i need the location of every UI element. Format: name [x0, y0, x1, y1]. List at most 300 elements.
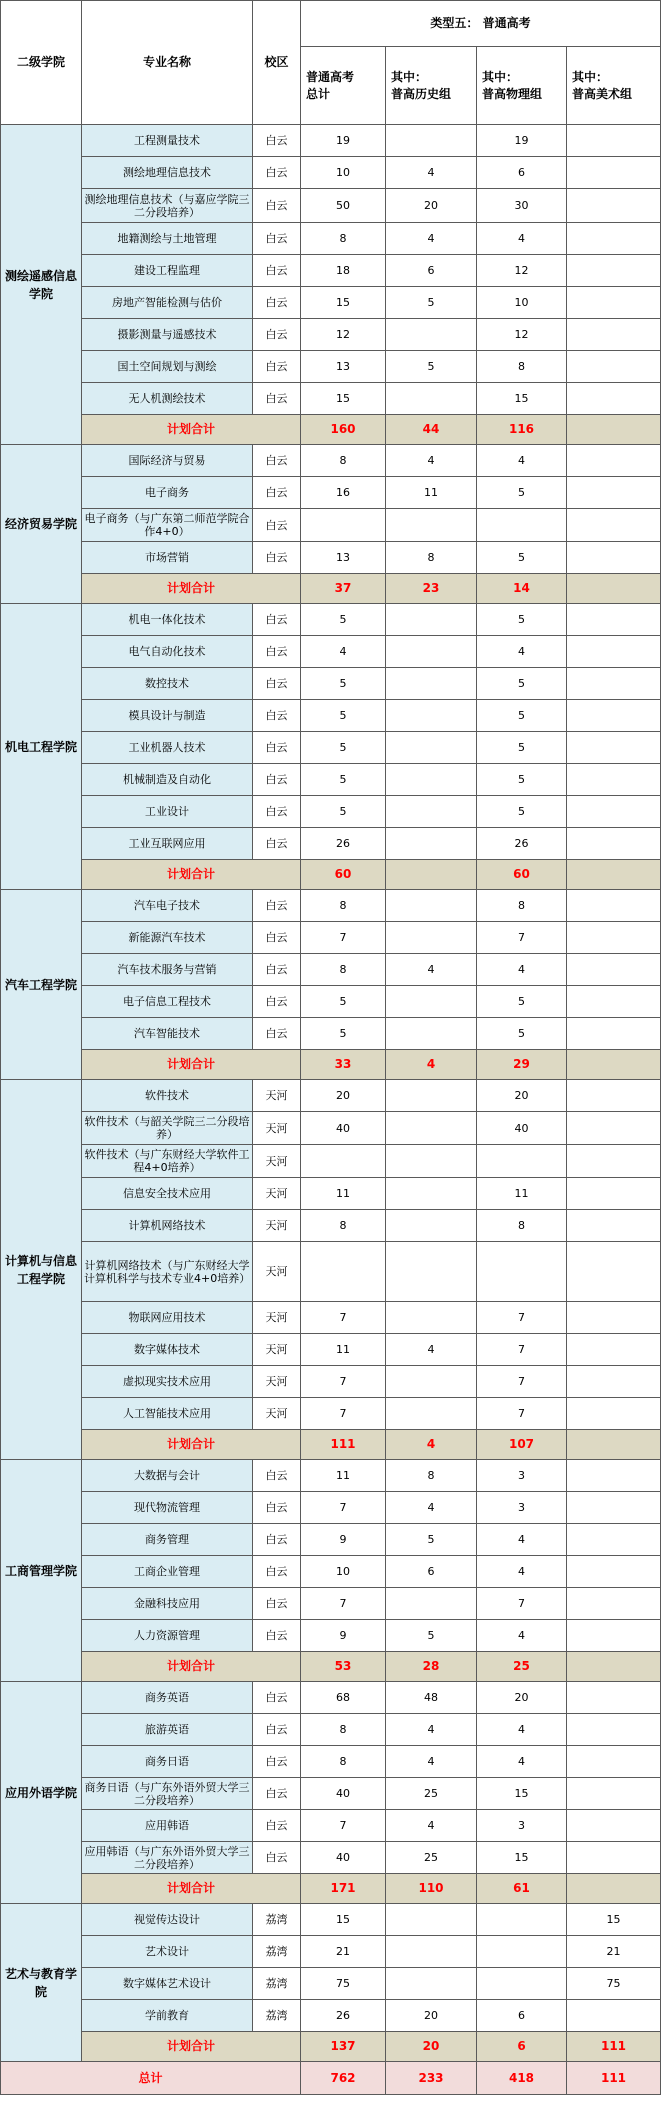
art-cell	[567, 1746, 661, 1778]
subtotal-hist	[386, 860, 477, 890]
hist-cell: 4	[386, 1714, 477, 1746]
major-cell: 数字媒体技术	[82, 1334, 253, 1366]
subtotal-art	[567, 860, 661, 890]
total-cell: 10	[301, 157, 386, 189]
hist-cell	[386, 1936, 477, 1968]
major-cell: 工业机器人技术	[82, 732, 253, 764]
table-row	[1, 477, 661, 509]
total-cell: 8	[301, 445, 386, 477]
major-cell: 机械制造及自动化	[82, 764, 253, 796]
subtotal-label: 计划合计	[82, 1652, 301, 1682]
hist-cell	[386, 1242, 477, 1302]
major-cell: 汽车电子技术	[82, 890, 253, 922]
total-cell: 7	[301, 922, 386, 954]
table-row	[1, 1018, 661, 1050]
major-cell: 大数据与会计	[82, 1460, 253, 1492]
campus-cell: 白云	[253, 922, 301, 954]
hist-cell: 6	[386, 255, 477, 287]
table-row	[1, 732, 661, 764]
hist-cell	[386, 700, 477, 732]
subtotal-phys: 29	[477, 1050, 567, 1080]
table-row	[1, 1524, 661, 1556]
table-row	[1, 1904, 661, 1936]
college-cell: 计算机与信息工程学院	[1, 1080, 82, 1460]
history-group-header: 其中： 普高历史组	[386, 47, 477, 125]
table-row	[1, 604, 661, 636]
campus-cell: 白云	[253, 636, 301, 668]
phys-cell: 5	[477, 668, 567, 700]
art-cell	[567, 319, 661, 351]
art-cell	[567, 1778, 661, 1810]
hist-cell	[386, 1366, 477, 1398]
phys-cell: 4	[477, 1746, 567, 1778]
phys-cell: 7	[477, 1334, 567, 1366]
phys-cell: 10	[477, 287, 567, 319]
subtotal-label: 计划合计	[82, 415, 301, 445]
hist-cell	[386, 509, 477, 542]
total-cell: 5	[301, 764, 386, 796]
subtotal-phys: 14	[477, 574, 567, 604]
total-cell: 19	[301, 125, 386, 157]
phys-cell: 4	[477, 445, 567, 477]
total-cell: 15	[301, 287, 386, 319]
total-cell: 7	[301, 1398, 386, 1430]
phys-cell: 3	[477, 1460, 567, 1492]
major-cell: 人工智能技术应用	[82, 1398, 253, 1430]
major-cell: 人力资源管理	[82, 1620, 253, 1652]
subtotal-art	[567, 574, 661, 604]
subtotal-art: 111	[567, 2032, 661, 2062]
campus-cell: 天河	[253, 1366, 301, 1398]
phys-cell: 4	[477, 1620, 567, 1652]
subtotal-row	[1, 860, 661, 890]
college-cell: 汽车工程学院	[1, 890, 82, 1080]
total-cell: 7	[301, 1302, 386, 1334]
phys-cell	[477, 1242, 567, 1302]
total-cell: 5	[301, 604, 386, 636]
art-cell	[567, 189, 661, 223]
campus-cell: 白云	[253, 1556, 301, 1588]
art-cell	[567, 1460, 661, 1492]
art-cell	[567, 1112, 661, 1145]
hist-cell: 4	[386, 157, 477, 189]
campus-cell: 白云	[253, 157, 301, 189]
phys-cell: 12	[477, 319, 567, 351]
major-cell: 汽车技术服务与营销	[82, 954, 253, 986]
campus-cell: 白云	[253, 668, 301, 700]
total-cell: 16	[301, 477, 386, 509]
major-cell: 商务日语（与广东外语外贸大学三二分段培养）	[82, 1778, 253, 1810]
total-cell: 40	[301, 1778, 386, 1810]
campus-cell: 白云	[253, 954, 301, 986]
campus-cell: 天河	[253, 1080, 301, 1112]
art-cell	[567, 986, 661, 1018]
major-cell: 地籍测绘与土地管理	[82, 223, 253, 255]
table-row	[1, 636, 661, 668]
table-row	[1, 1968, 661, 2000]
hist-cell	[386, 764, 477, 796]
table-row	[1, 189, 661, 223]
campus-cell: 白云	[253, 1588, 301, 1620]
phys-cell: 5	[477, 732, 567, 764]
table-row	[1, 1556, 661, 1588]
subtotal-phys: 60	[477, 860, 567, 890]
total-cell: 15	[301, 1904, 386, 1936]
art-cell	[567, 1178, 661, 1210]
phys-cell: 3	[477, 1492, 567, 1524]
college-cell: 工商管理学院	[1, 1460, 82, 1682]
table-row	[1, 1334, 661, 1366]
total-cell: 8	[301, 223, 386, 255]
campus-cell: 荔湾	[253, 2000, 301, 2032]
campus-cell: 白云	[253, 700, 301, 732]
art-cell: 15	[567, 1904, 661, 1936]
art-cell	[567, 2000, 661, 2032]
hist-cell	[386, 796, 477, 828]
phys-cell: 15	[477, 1842, 567, 1874]
college-cell: 测绘遥感信息学院	[1, 125, 82, 445]
college-header: 二级学院	[1, 1, 82, 125]
table-row	[1, 828, 661, 860]
major-cell: 机电一体化技术	[82, 604, 253, 636]
table-row	[1, 1178, 661, 1210]
campus-cell: 白云	[253, 1018, 301, 1050]
art-cell: 75	[567, 1968, 661, 2000]
phys-cell: 26	[477, 828, 567, 860]
total-cell: 9	[301, 1620, 386, 1652]
major-cell: 工程测量技术	[82, 125, 253, 157]
art-cell	[567, 1210, 661, 1242]
subtotal-phys: 116	[477, 415, 567, 445]
campus-cell: 白云	[253, 1778, 301, 1810]
table-row	[1, 1398, 661, 1430]
campus-cell: 白云	[253, 986, 301, 1018]
hist-cell	[386, 668, 477, 700]
table-row	[1, 255, 661, 287]
table-row	[1, 1366, 661, 1398]
major-cell: 新能源汽车技术	[82, 922, 253, 954]
phys-cell	[477, 509, 567, 542]
major-cell: 软件技术（与韶关学院三二分段培养）	[82, 1112, 253, 1145]
campus-cell: 白云	[253, 189, 301, 223]
campus-cell: 天河	[253, 1398, 301, 1430]
campus-cell: 白云	[253, 125, 301, 157]
subtotal-row	[1, 574, 661, 604]
total-cell: 40	[301, 1842, 386, 1874]
grand-total-art: 111	[567, 2062, 661, 2095]
total-cell: 8	[301, 1210, 386, 1242]
subtotal-total: 33	[301, 1050, 386, 1080]
campus-cell: 白云	[253, 477, 301, 509]
table-row	[1, 1620, 661, 1652]
phys-cell: 30	[477, 189, 567, 223]
table-row	[1, 1746, 661, 1778]
subtotal-row	[1, 1430, 661, 1460]
hist-cell	[386, 890, 477, 922]
table-row	[1, 1145, 661, 1178]
phys-cell: 8	[477, 890, 567, 922]
total-cell	[301, 509, 386, 542]
subtotal-row	[1, 2032, 661, 2062]
table-row	[1, 223, 661, 255]
hist-cell	[386, 922, 477, 954]
major-cell: 房地产智能检测与估价	[82, 287, 253, 319]
hist-cell: 4	[386, 223, 477, 255]
total-cell	[301, 1145, 386, 1178]
table-row	[1, 157, 661, 189]
art-cell	[567, 1714, 661, 1746]
hist-cell	[386, 1968, 477, 2000]
art-cell	[567, 668, 661, 700]
subtotal-row	[1, 415, 661, 445]
subtotal-art	[567, 1050, 661, 1080]
total-cell: 7	[301, 1492, 386, 1524]
college-cell: 应用外语学院	[1, 1682, 82, 1904]
art-cell	[567, 764, 661, 796]
phys-cell: 19	[477, 125, 567, 157]
total-cell: 4	[301, 636, 386, 668]
major-cell: 汽车智能技术	[82, 1018, 253, 1050]
table-row	[1, 1080, 661, 1112]
subtotal-hist: 110	[386, 1874, 477, 1904]
phys-cell: 8	[477, 1210, 567, 1242]
major-cell: 国际经济与贸易	[82, 445, 253, 477]
art-cell	[567, 477, 661, 509]
subtotal-phys: 25	[477, 1652, 567, 1682]
grand-total-label: 总计	[1, 2062, 301, 2095]
phys-cell: 12	[477, 255, 567, 287]
phys-cell	[477, 1904, 567, 1936]
hist-cell: 5	[386, 1620, 477, 1652]
hist-cell: 5	[386, 1524, 477, 1556]
art-cell	[567, 1682, 661, 1714]
table-row	[1, 319, 661, 351]
art-cell	[567, 1524, 661, 1556]
art-cell	[567, 1302, 661, 1334]
art-cell	[567, 954, 661, 986]
college-cell: 经济贸易学院	[1, 445, 82, 604]
total-cell: 40	[301, 1112, 386, 1145]
campus-cell: 荔湾	[253, 1968, 301, 2000]
art-cell	[567, 223, 661, 255]
table-row	[1, 125, 661, 157]
campus-cell: 荔湾	[253, 1936, 301, 1968]
total-cell: 26	[301, 2000, 386, 2032]
table-row	[1, 287, 661, 319]
total-cell: 11	[301, 1178, 386, 1210]
campus-cell: 天河	[253, 1145, 301, 1178]
campus-cell: 白云	[253, 255, 301, 287]
major-cell: 视觉传达设计	[82, 1904, 253, 1936]
hist-cell	[386, 636, 477, 668]
hist-cell	[386, 1210, 477, 1242]
major-cell: 模具设计与制造	[82, 700, 253, 732]
phys-cell: 4	[477, 954, 567, 986]
campus-cell: 白云	[253, 1714, 301, 1746]
hist-cell: 5	[386, 287, 477, 319]
hist-cell	[386, 986, 477, 1018]
total-cell: 13	[301, 542, 386, 574]
major-cell: 软件技术（与广东财经大学软件工程4+0培养）	[82, 1145, 253, 1178]
table-row	[1, 954, 661, 986]
hist-cell	[386, 1904, 477, 1936]
subtotal-total: 137	[301, 2032, 386, 2062]
hist-cell	[386, 1145, 477, 1178]
total-cell: 21	[301, 1936, 386, 1968]
art-cell	[567, 732, 661, 764]
major-cell: 商务管理	[82, 1524, 253, 1556]
grand-total-hist: 233	[386, 2062, 477, 2095]
subtotal-total: 160	[301, 415, 386, 445]
hist-cell	[386, 1080, 477, 1112]
hist-cell: 4	[386, 1746, 477, 1778]
total-cell: 5	[301, 700, 386, 732]
art-cell	[567, 1080, 661, 1112]
subtotal-total: 60	[301, 860, 386, 890]
total-cell: 8	[301, 890, 386, 922]
art-cell	[567, 1810, 661, 1842]
campus-cell: 天河	[253, 1178, 301, 1210]
major-cell: 艺术设计	[82, 1936, 253, 1968]
phys-cell: 6	[477, 2000, 567, 2032]
total-cell: 10	[301, 1556, 386, 1588]
table-row	[1, 1460, 661, 1492]
total-cell: 68	[301, 1682, 386, 1714]
major-cell: 商务日语	[82, 1746, 253, 1778]
subtotal-label: 计划合计	[82, 1874, 301, 1904]
art-cell	[567, 287, 661, 319]
major-cell: 旅游英语	[82, 1714, 253, 1746]
hist-cell	[386, 319, 477, 351]
campus-cell: 白云	[253, 604, 301, 636]
phys-cell: 5	[477, 1018, 567, 1050]
table-row	[1, 796, 661, 828]
phys-cell: 4	[477, 1556, 567, 1588]
hist-cell	[386, 732, 477, 764]
campus-cell: 白云	[253, 732, 301, 764]
phys-cell: 20	[477, 1682, 567, 1714]
table-row	[1, 986, 661, 1018]
campus-cell: 白云	[253, 1620, 301, 1652]
subtotal-hist: 23	[386, 574, 477, 604]
major-cell: 数控技术	[82, 668, 253, 700]
hist-cell	[386, 1112, 477, 1145]
art-cell	[567, 1242, 661, 1302]
major-cell: 物联网应用技术	[82, 1302, 253, 1334]
phys-cell: 15	[477, 383, 567, 415]
phys-cell: 4	[477, 223, 567, 255]
hist-cell: 11	[386, 477, 477, 509]
total-cell: 11	[301, 1460, 386, 1492]
hist-cell: 20	[386, 189, 477, 223]
subtotal-art	[567, 1874, 661, 1904]
phys-cell: 8	[477, 351, 567, 383]
major-cell: 数字媒体艺术设计	[82, 1968, 253, 2000]
hist-cell: 8	[386, 542, 477, 574]
phys-cell: 7	[477, 1302, 567, 1334]
phys-cell: 11	[477, 1178, 567, 1210]
subtotal-row	[1, 1874, 661, 1904]
table-row	[1, 1682, 661, 1714]
major-cell: 电子商务	[82, 477, 253, 509]
hist-cell: 20	[386, 2000, 477, 2032]
major-cell: 学前教育	[82, 2000, 253, 2032]
art-cell	[567, 1492, 661, 1524]
hist-cell	[386, 1398, 477, 1430]
subtotal-hist: 20	[386, 2032, 477, 2062]
campus-cell: 白云	[253, 1842, 301, 1874]
subtotal-label: 计划合计	[82, 574, 301, 604]
grand-total-phys: 418	[477, 2062, 567, 2095]
art-cell	[567, 351, 661, 383]
college-cell: 机电工程学院	[1, 604, 82, 890]
campus-cell: 白云	[253, 319, 301, 351]
campus-cell: 白云	[253, 1682, 301, 1714]
art-cell	[567, 1588, 661, 1620]
subtotal-label: 计划合计	[82, 1430, 301, 1460]
table-row	[1, 2000, 661, 2032]
major-cell: 测绘地理信息技术（与嘉应学院三二分段培养）	[82, 189, 253, 223]
campus-cell: 白云	[253, 1460, 301, 1492]
table-row	[1, 1112, 661, 1145]
major-cell: 电气自动化技术	[82, 636, 253, 668]
total-cell: 13	[301, 351, 386, 383]
hist-cell: 4	[386, 1810, 477, 1842]
campus-cell: 白云	[253, 383, 301, 415]
art-cell	[567, 922, 661, 954]
subtotal-row	[1, 1050, 661, 1080]
table-row	[1, 1936, 661, 1968]
phys-cell: 5	[477, 796, 567, 828]
major-cell: 电子商务（与广东第二师范学院合作4+0）	[82, 509, 253, 542]
total-cell: 5	[301, 1018, 386, 1050]
table-row	[1, 1242, 661, 1302]
total-cell: 7	[301, 1366, 386, 1398]
subtotal-hist: 44	[386, 415, 477, 445]
table-row	[1, 890, 661, 922]
art-cell	[567, 604, 661, 636]
major-cell: 信息安全技术应用	[82, 1178, 253, 1210]
table-row	[1, 1588, 661, 1620]
major-cell: 工业设计	[82, 796, 253, 828]
major-cell: 国土空间规划与测绘	[82, 351, 253, 383]
campus-cell: 白云	[253, 796, 301, 828]
major-cell: 软件技术	[82, 1080, 253, 1112]
major-cell: 商务英语	[82, 1682, 253, 1714]
hist-cell: 8	[386, 1460, 477, 1492]
campus-cell: 白云	[253, 828, 301, 860]
major-cell: 摄影测量与遥感技术	[82, 319, 253, 351]
phys-cell: 5	[477, 477, 567, 509]
total-cell: 15	[301, 383, 386, 415]
art-cell	[567, 1842, 661, 1874]
art-cell	[567, 255, 661, 287]
table-row	[1, 700, 661, 732]
art-cell: 21	[567, 1936, 661, 1968]
major-cell: 金融科技应用	[82, 1588, 253, 1620]
major-cell: 现代物流管理	[82, 1492, 253, 1524]
campus-cell: 白云	[253, 287, 301, 319]
major-cell: 计算机网络技术（与广东财经大学计算机科学与技术专业4+0培养）	[82, 1242, 253, 1302]
total-cell: 7	[301, 1810, 386, 1842]
subtotal-row	[1, 1652, 661, 1682]
table-row	[1, 383, 661, 415]
total-cell: 8	[301, 1714, 386, 1746]
art-group-header: 其中： 普高美术组	[567, 47, 661, 125]
subtotal-label: 计划合计	[82, 860, 301, 890]
art-cell	[567, 125, 661, 157]
table-row	[1, 668, 661, 700]
